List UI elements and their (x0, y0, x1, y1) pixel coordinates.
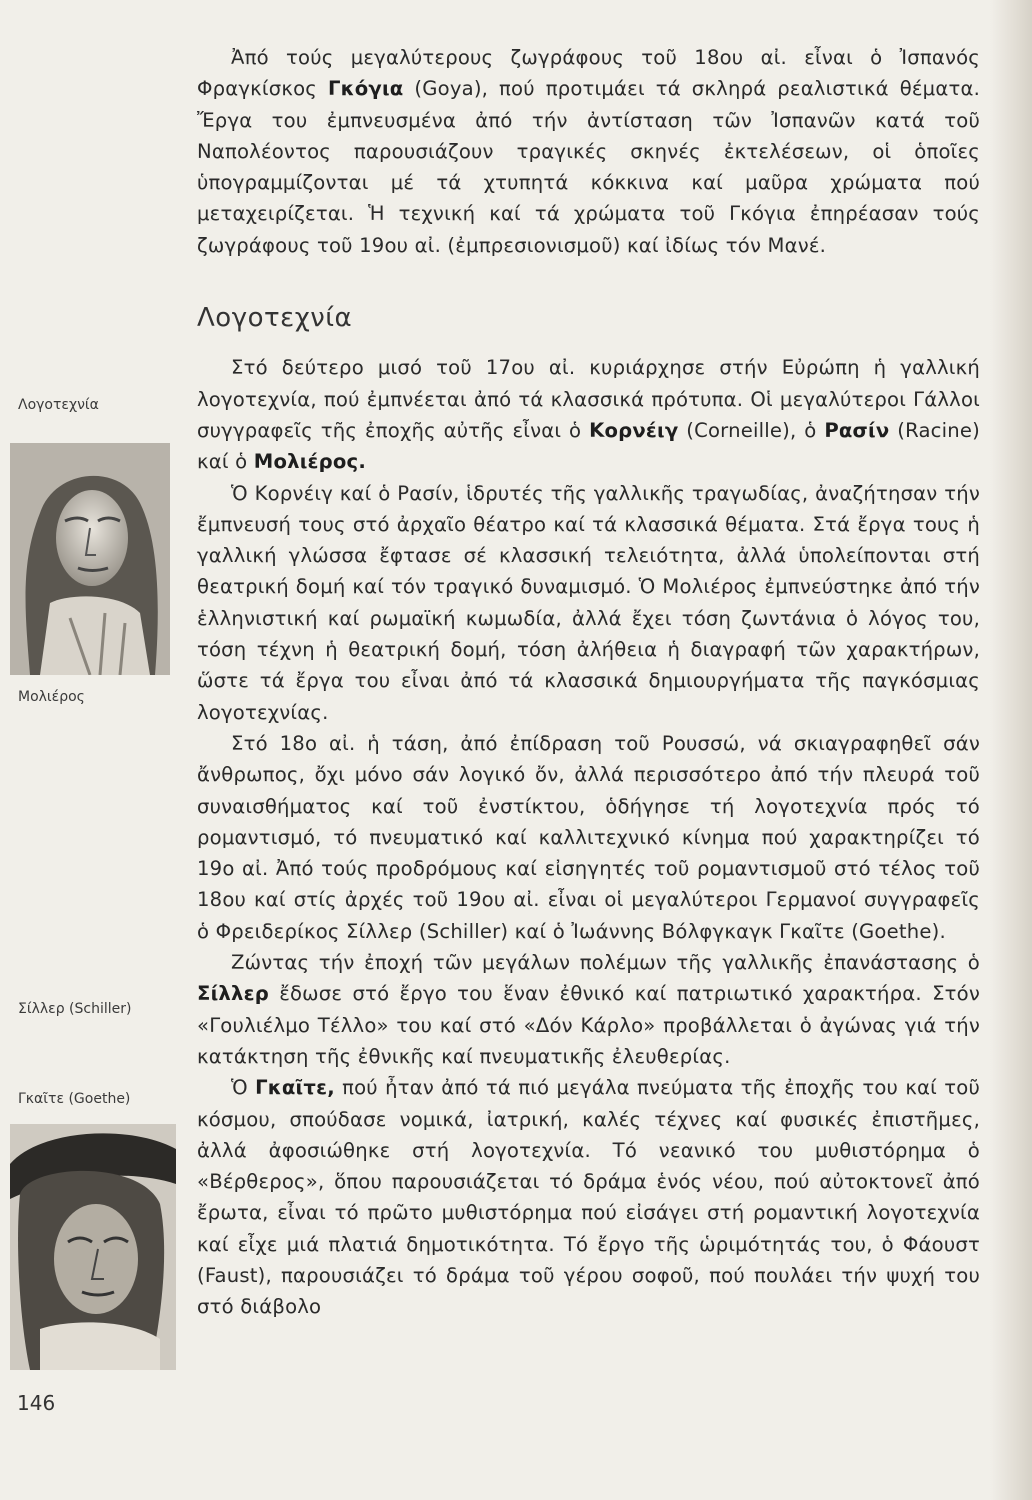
section-heading-logotechnia: Λογοτεχνία (197, 303, 353, 334)
paragraph-5 (197, 1072, 980, 1322)
p1-text-a: Στό δεύτερο μισό τοῦ 17ου αἰ. κυριάρχησε στήν Εὐρώπη ἡ γαλλική λογοτεχνία, πού ἐμπνέεται ἀπό τά κλασσικά πρότυπα. Οἱ μεγαλύτεροι Γάλλοι συγγραφεῖς τῆς ἐποχῆς αὐτῆς εἶναι ὁ (197, 356, 980, 442)
p5-text-a: Ὁ (231, 1076, 256, 1100)
p4-text-c: ἔδωσε στό ἔργο του ἕναν ἐθνικό καί πατριωτικό χαρακτήρα. Στόν «Γουλιέλμο Τέλλο» του καί στό «Δόν Κάρλο» προβάλλεται ὁ ἀγώνας γιά τήν κατάκτηση τῆς ἐθνικῆς καί πνευματικῆς ἐλευθερίας. (197, 982, 980, 1068)
p4-text-a: Ζώντας τήν ἐποχή τῶν μεγάλων πολέμων τῆς γαλλικῆς ἐπανάστασης ὁ (231, 951, 980, 975)
intro-text-a: Ἀπό τούς μεγαλύτερους ζωγράφους τοῦ 18ου αἰ. εἶναι ὁ Ἰσπανός Φραγκίσκος (197, 46, 980, 101)
paragraph-3: Στό 18ο αἰ. ἡ τάση, ἀπό ἐπίδραση τοῦ Ρουσσώ, νά σκιαγραφηθεῖ σάν ἄνθρωπος, ὄχι μόνο σάν λογικό ὄν, ἀλλά περισσότερο ἀπό τήν πλευρά τοῦ συναισθήματος καί τοῦ ἐνστίκτου, ὁδήγησε τή λογοτεχνία πρός τό ρομαντισμό, τό πνευματικό καί καλλιτεχνικό κίνημα πού χαρακτηρίζει τό 19ο αἰ. Ἀπό τούς προδρόμους καί εἰσηγητές τοῦ ρομαντισμοῦ στό τέλος τοῦ 18ου καί στίς ἀρχές τοῦ 19ου αἰ. εἶναι οἱ μεγαλύτεροι Γερμανοί συγγραφεῖς ὁ Φρειδερίκος Σίλλερ (Schiller) καί ὁ Ἰωάννης Βόλφγκαγκ Γκαῖτε (Goethe). (197, 731, 980, 943)
goethe-portrait-image (10, 1124, 176, 1370)
margin-label-logotechnia: Λογοτεχνία (18, 397, 99, 413)
p1-bold-corneille: Κορνέιγ (589, 418, 679, 442)
margin-label-molieros: Μολιέρος (18, 689, 85, 705)
p1-text-c: (Corneille), ὁ (678, 418, 825, 442)
p4-bold-schiller: Σίλλερ (197, 982, 269, 1006)
p5-bold-goethe: Γκαῖτε, (255, 1076, 335, 1100)
moliere-portrait-image (10, 443, 170, 675)
intro-paragraph (197, 42, 980, 261)
page-edge-shadow (990, 0, 1032, 1500)
intro-text-b: (Goya), πού προτιμάει τά σκληρά ρεαλιστικά θέματα. Ἔργα του ἐμπνευσμένα ἀπό τήν ἀντίσταση τῶν Ἰσπανῶν κατά τοῦ Ναπολέοντος παρουσιάζουν τραγικές σκηνές ἐκτελέσεων, οἱ ὁποῖες ὑπογραμμίζονται μέ τά χτυπητά κόκκινα καί μαῦρα χρώματα πού μεταχειρίζεται. Ἡ τεχνική καί τά χρώματα τοῦ Γκόγια ἐπηρέασαν τούς ζωγράφους τοῦ 19ου αἰ. (ἐμπρεσιονισμοῦ) καί ἰδίως τόν Μανέ. (197, 77, 980, 257)
p1-bold-moliere: Μολιέρος. (253, 450, 366, 474)
paragraph-4 (197, 947, 980, 1072)
page-number: 146 (17, 1391, 56, 1415)
p1-text-d: (Racine) καί ὁ (197, 418, 980, 474)
p1-bold-racine: Ρασίν (824, 418, 890, 442)
paragraph-2: Ὁ Κορνέιγ καί ὁ Ρασίν, ἱδρυτές τῆς γαλλικῆς τραγωδίας, ἀναζήτησαν τήν ἔμπνευσή τους στό ἀρχαῖο θέατρο καί τά κλασσικά θέματα. Στά ἔργα τους ἡ γαλλική γλώσσα ἔφτασε σέ κλασσική τελειότητα, ἀλλά ὑπολείπονται στή θεατρική δομή καί τόν τραγικό δυναμισμό. Ὁ Μολιέρος ἐμπνεύστηκε ἀπό τήν ἑλληνιστική καί ρωμαϊκή κωμωδία, ἀλλά ἔχει τόση ζωντάνια ὁ λόγος του, τόση τέχνη ἡ θεατρική δομή, τόση ἀλήθεια ἡ διαγραφή τῶν χαρακτήρων, ὥστε τά ἔργα του εἶναι ἀπό τά κλασσικά δημιουργήματα τῆς παγκόσμιας λογοτεχνίας. (197, 481, 980, 724)
margin-label-schiller: Σίλλερ (Schiller) (18, 1001, 132, 1017)
intro-bold-goya: Γκόγια (327, 77, 404, 101)
margin-label-goethe: Γκαῖτε (Goethe) (18, 1091, 131, 1107)
main-text-column (197, 42, 980, 1323)
paragraph-1 (197, 352, 980, 477)
p5-text-c: πού ἦταν ἀπό τά πιό μεγάλα πνεύματα τῆς ἐποχῆς του καί τοῦ κόσμου, σπούδασε νομικά, ἰατρική, καλές τέχνες καί φυσικές ἐπιστῆμες, ἀλλά ἀφοσιώθηκε στή λογοτεχνία. Τό νεανικό του μυθιστόρημα ὁ «Βέρθερος», ὅπου παρουσιάζεται τό δράμα ἑνός νέου, πού αὐτοκτονεῖ ἀπό ἔρωτα, εἶναι τό πρῶτο μυθιστόρημα πού εἰσάγει στή ρομαντική λογοτεχνία καί εἶχε μιά πλατιά δημοτικότητα. Τό ἔργο τῆς ὡριμότητάς του, ὁ Φάουστ (Faust), παρουσιάζει τό δράμα τοῦ γέρου σοφοῦ, πού πουλάει τήν ψυχή του στό διάβολο (197, 1076, 980, 1319)
